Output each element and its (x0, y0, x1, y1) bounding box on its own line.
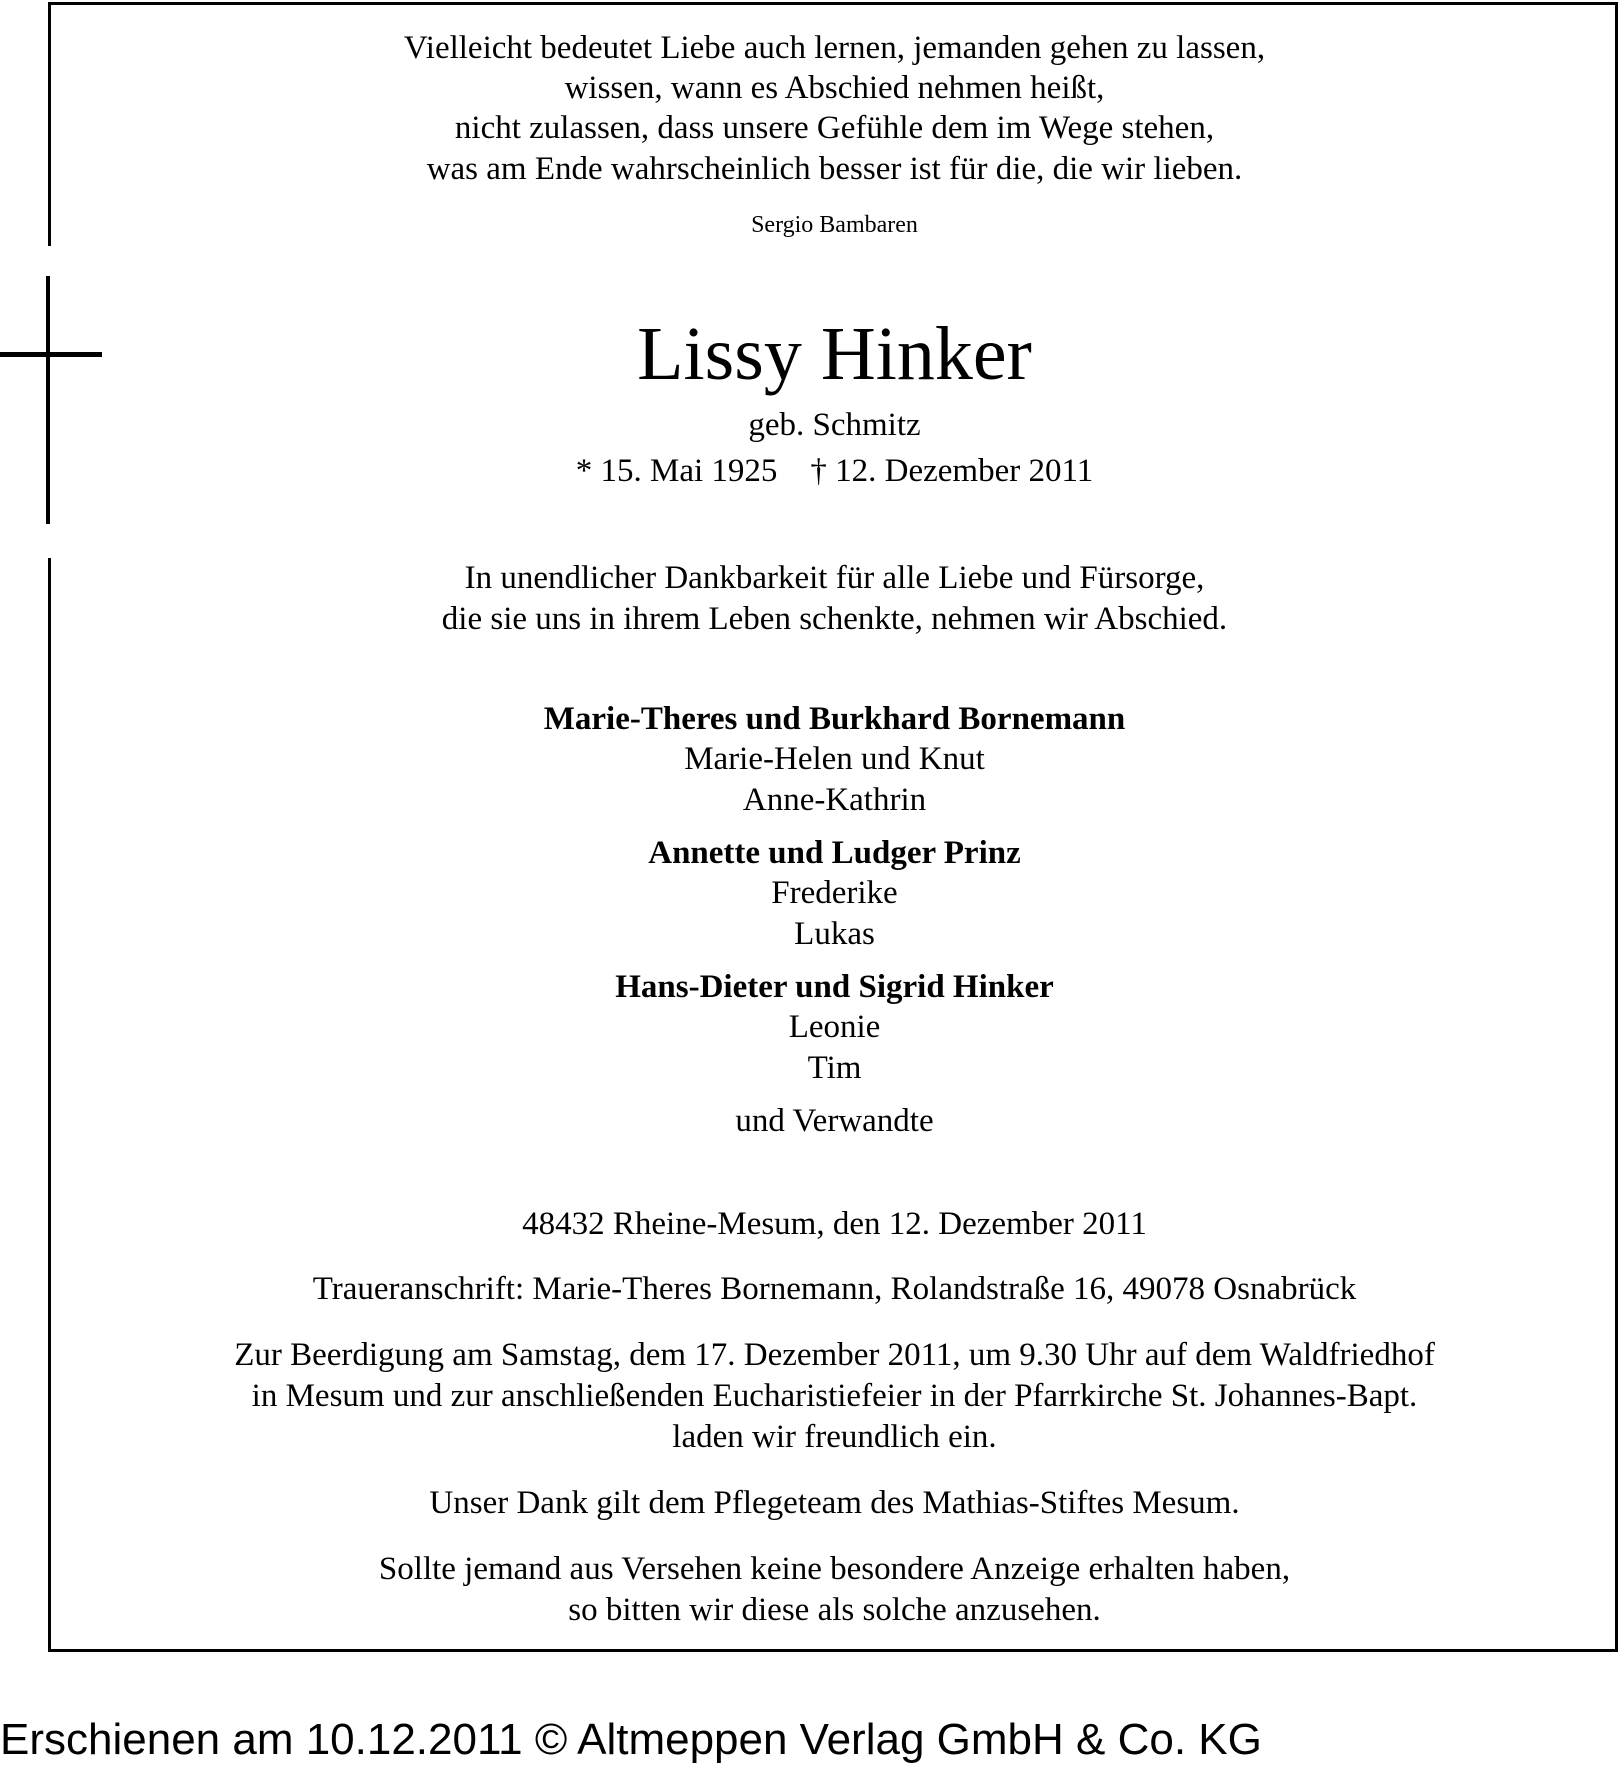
notice-line: Sollte jemand aus Versehen keine besondere Anzeige erhalten haben, (378, 1551, 1291, 1587)
quote-line: nicht zulassen, dass unsere Gefühle dem im Wege stehen, (454, 110, 1215, 146)
mourner-family-head: Hans-Dieter und Sigrid Hinker (615, 969, 1054, 1005)
border-bottom (48, 1649, 1618, 1652)
mourner-child: Lukas (794, 916, 875, 952)
quote-line: was am Ende wahrscheinlich besser ist für die, die wir lieben. (426, 151, 1243, 187)
publication-footer: Erschienen am 10.12.2011 © Altmeppen Verlag GmbH & Co. KG (0, 1715, 1262, 1764)
quote-line: wissen, wann es Abschied nehmen heißt, (564, 70, 1105, 106)
cross-vertical-beam (46, 276, 50, 524)
birth-name: geb. Schmitz (748, 407, 921, 443)
mourning-address: Traueranschrift: Marie-Theres Bornemann, Rolandstraße 16, 49078 Osnabrück (312, 1271, 1357, 1307)
notice-line: so bitten wir diese als solche anzusehen. (568, 1592, 1101, 1628)
funeral-line: laden wir freundlich ein. (672, 1419, 997, 1455)
thanks-line: die sie uns in ihrem Leben schenkte, nehmen wir Abschied. (441, 601, 1228, 637)
thanks-line: In unendlicher Dankbarkeit für alle Liebe und Fürsorge, (464, 560, 1205, 596)
quote-author: Sergio Bambaren (751, 212, 918, 238)
mourner-child: Frederike (771, 875, 898, 911)
life-dates: * 15. Mai 1925 † 12. Dezember 2011 (575, 453, 1094, 489)
mourner-family-head: Marie-Theres und Burkhard Bornemann (543, 701, 1126, 737)
mourner-child: Tim (807, 1050, 862, 1086)
mourner-child: Anne-Kathrin (742, 782, 927, 818)
mourner-child: Marie-Helen und Knut (684, 741, 985, 777)
place-date: 48432 Rheine-Mesum, den 12. Dezember 2011 (522, 1206, 1147, 1242)
border-top (48, 2, 1618, 5)
quote-line: Vielleicht bedeutet Liebe auch lernen, jemanden gehen zu lassen, (403, 30, 1266, 66)
mourner-child: Leonie (788, 1009, 881, 1045)
funeral-line: Zur Beerdigung am Samstag, dem 17. Dezember 2011, um 9.30 Uhr auf dem Waldfriedhof (234, 1337, 1435, 1373)
mourner-family-head: Annette und Ludger Prinz (648, 835, 1021, 871)
funeral-line: in Mesum und zur anschließenden Eucharistiefeier in der Pfarrkirche St. Johannes-Bapt. (251, 1378, 1418, 1414)
deceased-name: Lissy Hinker (637, 312, 1032, 396)
gratitude: Unser Dank gilt dem Pflegeteam des Mathias-Stiftes Mesum. (429, 1485, 1240, 1521)
relatives: und Verwandte (735, 1103, 934, 1139)
